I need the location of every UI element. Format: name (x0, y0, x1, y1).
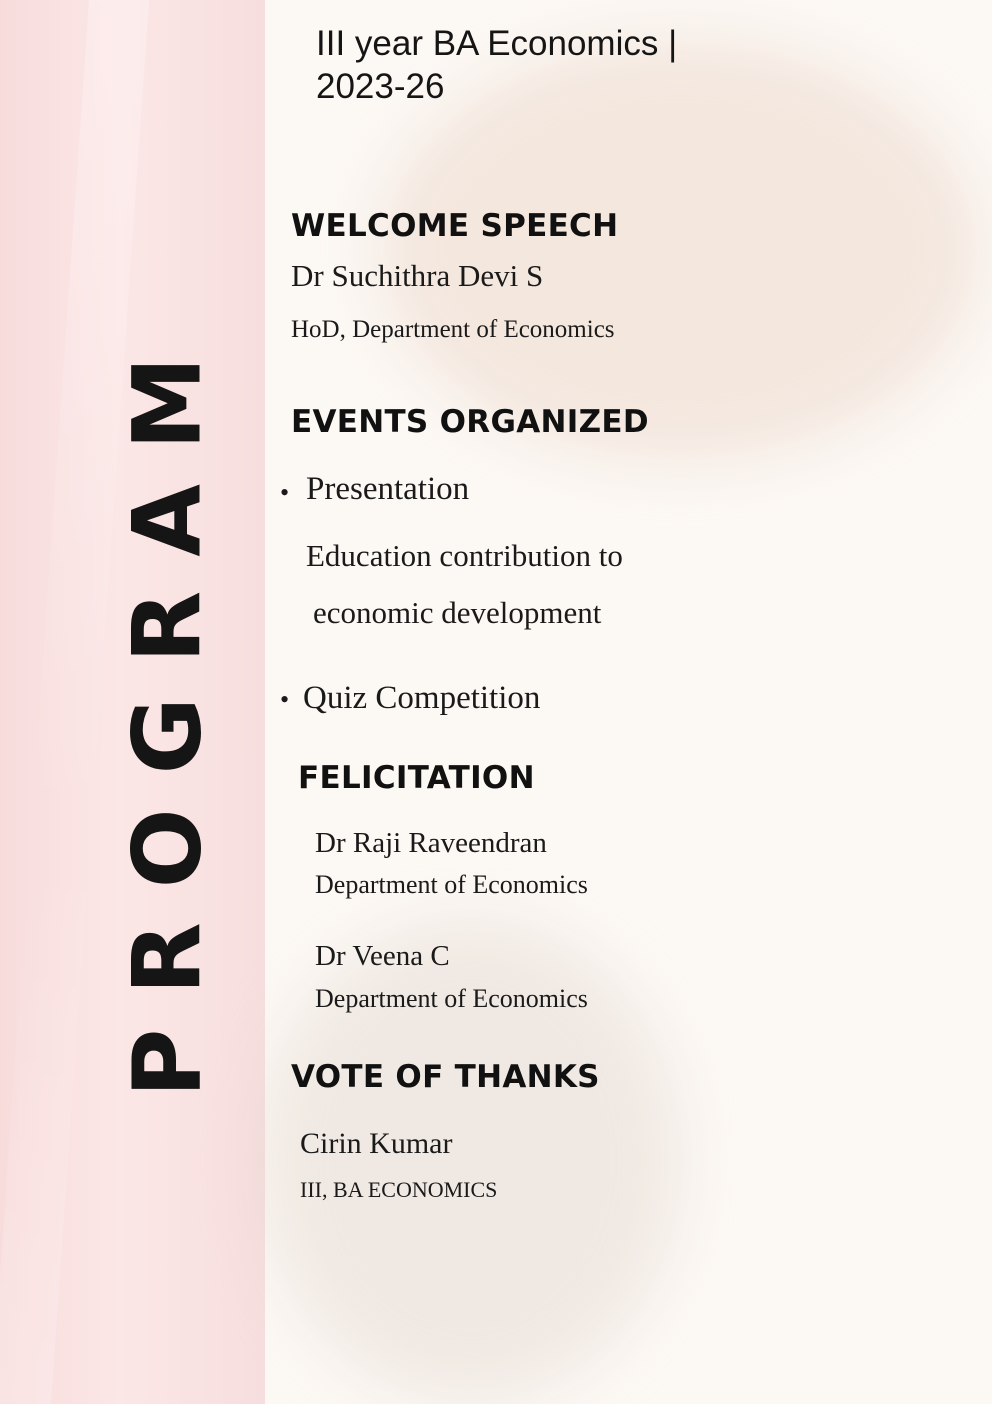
event-presentation-desc-2: economic development (313, 595, 602, 630)
vote-of-thanks-heading: VOTE OF THANKS (291, 1059, 600, 1095)
vote-of-thanks-speaker: Cirin Kumar (300, 1127, 453, 1160)
vote-of-thanks-role: III, BA ECONOMICS (300, 1177, 498, 1202)
bullet-quiz: • (280, 685, 290, 714)
felicitation-name-2: Dr Veena C (315, 940, 450, 972)
event-presentation-desc-1: Education contribution to (306, 538, 623, 573)
felicitation-heading: FELICITATION (298, 760, 535, 796)
felicitation-dept-1: Department of Economics (315, 870, 588, 899)
welcome-heading: WELCOME SPEECH (291, 208, 619, 244)
events-heading: EVENTS ORGANIZED (291, 404, 649, 440)
header-line-2: 2023-26 (316, 67, 445, 106)
page-header (316, 22, 836, 108)
bullet-presentation: • (280, 478, 290, 507)
felicitation-name-1: Dr Raji Raveendran (315, 827, 547, 859)
welcome-speaker: Dr Suchithra Devi S (291, 258, 544, 293)
welcome-role: HoD, Department of Economics (291, 316, 615, 343)
event-presentation-title: Presentation (306, 471, 470, 507)
event-quiz-title: Quiz Competition (303, 680, 541, 716)
header-line-1: III year BA Economics | (316, 24, 678, 63)
felicitation-dept-2: Department of Economics (315, 984, 588, 1013)
program-vertical-title: PROGRAM (113, 322, 223, 1098)
